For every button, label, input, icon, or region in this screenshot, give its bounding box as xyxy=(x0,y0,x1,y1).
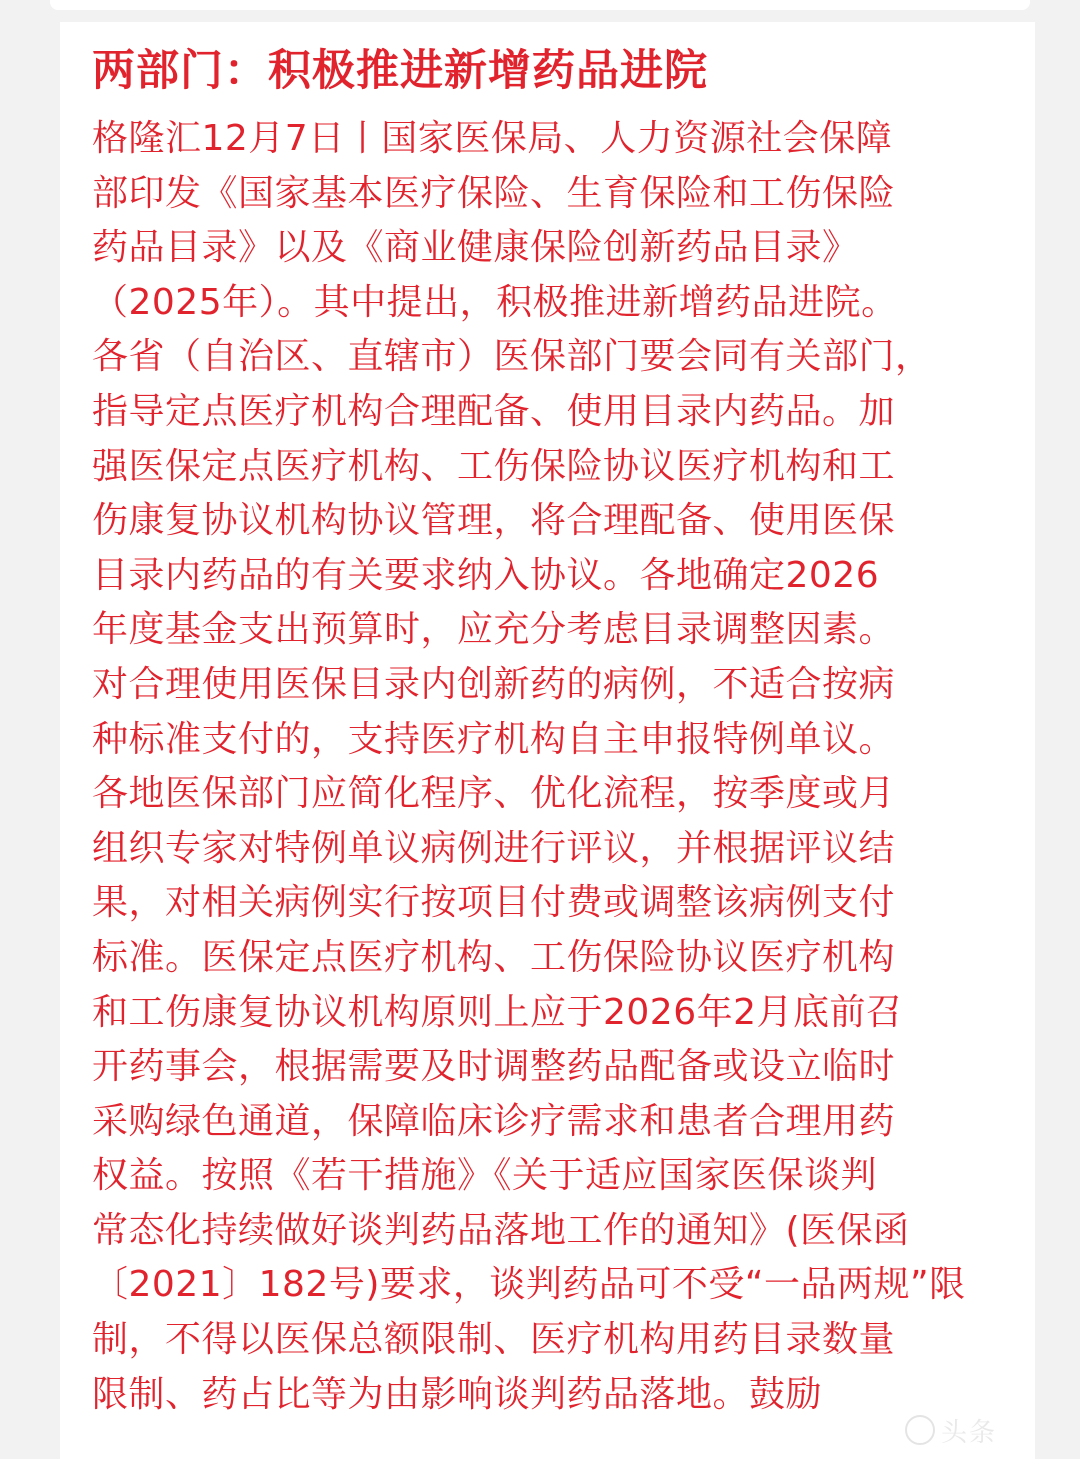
watermark-text: 头条 xyxy=(941,1417,998,1448)
top-strip xyxy=(0,0,1080,18)
body-line: 对合理使用医保目录内创新药的病例，不适合按病 xyxy=(92,663,896,705)
previous-card-edge xyxy=(50,0,1030,10)
body-line: 目录内药品的有关要求纳入协议。各地确定2026 xyxy=(92,554,880,596)
article-body xyxy=(92,112,1032,1422)
body-line: 果，对相关病例实行按项目付费或调整该病例支付 xyxy=(92,882,896,924)
body-line: 伤康复协议机构协议管理，将合理配备、使用医保 xyxy=(92,500,896,542)
watermark-avatar-icon xyxy=(905,1415,935,1445)
body-line: 年度基金支出预算时，应充分考虑目录调整因素。 xyxy=(92,609,896,651)
body-line: 常态化持续做好谈判药品落地工作的通知》(医保函 xyxy=(92,1209,910,1251)
body-line: 开药事会，根据需要及时调整药品配备或设立临时 xyxy=(92,1046,896,1088)
body-line: 〔2021〕182号)要求，谈判药品可不受“一品两规”限 xyxy=(92,1264,966,1306)
body-line: 指导定点医疗机构合理配备、使用目录内药品。加 xyxy=(92,390,896,432)
body-line: 和工伤康复协议机构原则上应于2026年2月底前召 xyxy=(92,991,903,1033)
body-line: 格隆汇12月7日丨国家医保局、人力资源社会保障 xyxy=(92,118,893,159)
body-line: 强医保定点医疗机构、工伤保险协议医疗机构和工 xyxy=(92,445,896,487)
body-line: 标准。医保定点医疗机构、工伤保险协议医疗机构 xyxy=(92,936,896,978)
body-line: 各地医保部门应简化程序、优化流程，按季度或月 xyxy=(92,773,896,815)
watermark xyxy=(905,1410,997,1450)
body-line: 部印发《国家基本医疗保险、生育保险和工伤保险 xyxy=(92,172,896,214)
body-line: 各省（自治区、直辖市）医保部门要会同有关部门， xyxy=(92,336,932,378)
body-line: （2025年）。其中提出，积极推进新增药品进院。 xyxy=(92,281,898,323)
body-line: 制，不得以医保总额限制、医疗机构用药目录数量 xyxy=(92,1319,896,1361)
body-line: 组织专家对特例单议病例进行评议，并根据评议结 xyxy=(92,827,896,869)
body-line: 采购绿色通道，保障临床诊疗需求和患者合理用药 xyxy=(92,1100,896,1142)
body-line: 药品目录》以及《商业健康保险创新药品目录》 xyxy=(92,227,859,269)
body-line: 限制、药占比等为由影响谈判药品落地。鼓励 xyxy=(92,1373,823,1415)
body-line: 种标准支付的，支持医疗机构自主申报特例单议。 xyxy=(92,718,896,760)
body-line: 权益。按照《若干措施》《关于适应国家医保谈判 xyxy=(92,1155,878,1197)
article-title: 两部门：积极推进新增药品进院 xyxy=(92,46,708,96)
